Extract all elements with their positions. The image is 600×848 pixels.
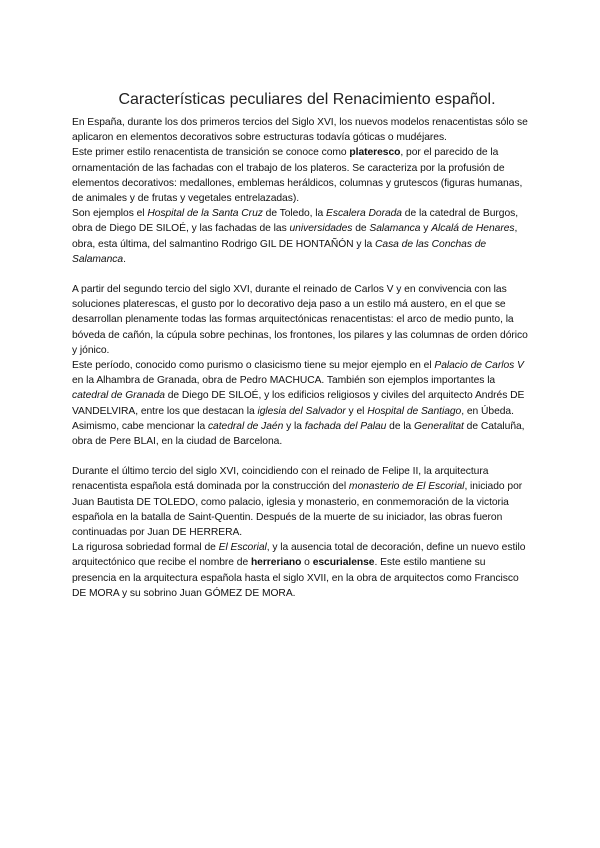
paragraph-purismo-examples: Este período, conocido como purismo o clasicismo tiene su mejor ejemplo en el Palacio de Carlos V en la Alhambra de Granada, obra de Pedro MACHUCA. También son ejemplos importantes la catedral de Granada de Diego DE SILOÉ, y los edificios religiosos y civiles del arquitecto Andrés DE VANDELVIRA, entre los que destacan la iglesia del Salvador y el Hospital de Santiago, en Úbeda. Asimismo, cabe mencionar la catedral de Jaén y la fachada del Palau de la Generalitat de Cataluña, obra de Pere BLAI, en la ciudad de Barcelona. xyxy=(72,360,525,448)
paragraph-herreriano: La rigurosa sobriedad formal de El Escorial, y la ausencia total de decoración, define un nuevo estilo arquitectónico que recibe el nombre de herreriano o escurialense. Este estilo mantiene su presencia en la arquitectura española hasta el siglo XVII, en la obra de arquitectos como Francisco DE MORA y su sobrino Juan GÓMEZ DE MORA. xyxy=(72,542,526,599)
paragraph-purismo: A partir del segundo tercio del siglo XVI, durante el reinado de Carlos V y en convivencia con las soluciones platerescas, el gusto por lo decorativo deja paso a un estilo má austero, en el que se desarrollan plenamente todas las formas arquitectónicas renacentistas: el arco de medio punto, la bóveda de cañón, la cúpula sobre pechinas, los frontones, los pilares y las columnas de orden dórico y jónico. xyxy=(72,284,528,356)
paragraph-intro: En España, durante los dos primeros tercios del Siglo XVI, los nuevos modelos renacentistas sólo se aplicaron en elementos decorativos sobre estructuras todavía góticas o mudéjares. xyxy=(72,117,528,144)
document-body xyxy=(72,115,528,601)
paragraph-gap xyxy=(72,267,528,282)
paragraph-plateresco-examples: Son ejemplos el Hospital de la Santa Cruz de Toledo, la Escalera Dorada de la catedral de Burgos, obra de Diego DE SILOÉ, y las fachadas de las universidades de Salamanca y Alcalá de Henares, obra, esta última, del salmantino Rodrigo GIL DE HONTAÑÓN y la Casa de las Conchas de Salamanca. xyxy=(72,208,519,265)
paragraph-escorial: Durante el último tercio del siglo XVI, coincidiendo con el reinado de Felipe II, la arquitectura renacentista española está dominada por la construcción del monasterio de El Escorial, iniciado por Juan Bautista DE TOLEDO, como palacio, iglesia y monasterio, en conmemoración de la victoria española en la batalla de Saint-Quentin. Después de la muerte de su iniciador, las obras fueron continuadas por Juan DE HERRERA. xyxy=(72,466,523,539)
page-title: Características peculiares del Renacimiento español. xyxy=(118,91,496,108)
paragraph-plateresco: Este primer estilo renacentista de transición se conoce como plateresco, por el parecido de la ornamentación de las fachadas con el trabajo de los plateros. Se caracteriza por la profusión de elementos decorativos: medallones, emblemas heráldicos, columnas y grutescos (figuras humanas, de animales y de frutas y vegetales entrelazadas). xyxy=(72,147,523,205)
paragraph-gap xyxy=(72,449,528,464)
